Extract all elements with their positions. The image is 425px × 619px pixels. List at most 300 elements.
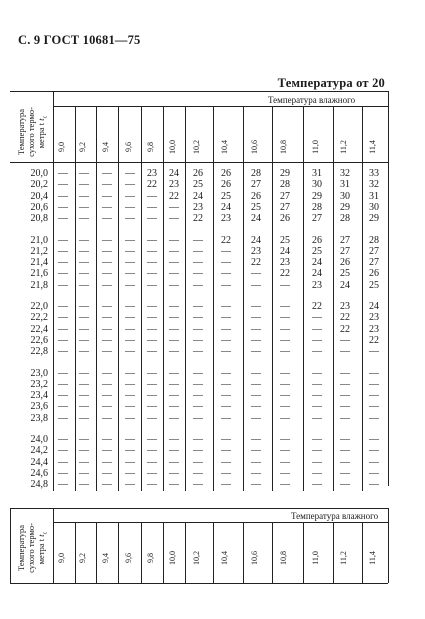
table-cell: 22 bbox=[251, 257, 261, 269]
row-temperature: 20,4 bbox=[30, 190, 48, 202]
table-cell: — bbox=[147, 279, 157, 291]
table-cell: — bbox=[102, 467, 112, 479]
table-cell: — bbox=[102, 401, 112, 413]
table-cell: 22 bbox=[193, 213, 203, 225]
table-cell: — bbox=[58, 179, 68, 191]
table-cell: — bbox=[221, 301, 231, 312]
table-cell: — bbox=[147, 323, 157, 335]
table-cell: 23 bbox=[221, 213, 231, 225]
table-cell: — bbox=[369, 367, 379, 379]
table-cell: — bbox=[193, 257, 203, 269]
table-cell: — bbox=[340, 445, 350, 457]
table-cell: — bbox=[193, 445, 203, 457]
table-cell: — bbox=[147, 467, 157, 479]
table-cell: — bbox=[79, 412, 89, 424]
row-temperature: 23,2 bbox=[30, 378, 48, 390]
table-cell: — bbox=[147, 268, 157, 280]
table-cell: — bbox=[221, 401, 231, 413]
table-cell: — bbox=[280, 279, 290, 291]
row-temperature: 20,2 bbox=[30, 179, 48, 191]
table-cell: — bbox=[340, 390, 350, 402]
table-cell: 23 bbox=[369, 323, 379, 335]
table-cell: — bbox=[251, 334, 261, 346]
table-cell: 28 bbox=[340, 213, 350, 225]
col-header: 10,2 bbox=[192, 140, 201, 154]
table-cell: — bbox=[102, 312, 112, 324]
col-header: 9,4 bbox=[101, 142, 110, 152]
table-cell: — bbox=[221, 378, 231, 390]
table-cell: — bbox=[79, 245, 89, 257]
row-temperature: 20,8 bbox=[30, 213, 48, 225]
table-cell: — bbox=[79, 401, 89, 413]
table-cell: — bbox=[58, 401, 68, 413]
table-cell: 25 bbox=[369, 279, 379, 291]
col-divider bbox=[388, 91, 389, 486]
table-cell: — bbox=[125, 346, 135, 358]
col-header: 9,8 bbox=[146, 142, 155, 152]
table-cell: — bbox=[193, 434, 203, 445]
table-cell: — bbox=[169, 279, 179, 291]
table-cell: — bbox=[79, 479, 89, 491]
row-header-bottom: Температура сухого термо- метра t $t_c$ bbox=[16, 523, 49, 573]
table-cell: — bbox=[58, 412, 68, 424]
table-cell: — bbox=[79, 434, 89, 445]
table-cell: — bbox=[251, 456, 261, 468]
table-cell: — bbox=[58, 213, 68, 225]
table-cell: — bbox=[58, 390, 68, 402]
table-cell: — bbox=[58, 323, 68, 335]
table-cell: — bbox=[193, 479, 203, 491]
table-cell: — bbox=[125, 312, 135, 324]
bottom-subheader-wet-temp: Температура влажного bbox=[291, 511, 379, 521]
table-cell: — bbox=[251, 467, 261, 479]
table-cell: — bbox=[102, 179, 112, 191]
table-cell: — bbox=[125, 279, 135, 291]
table-cell: — bbox=[58, 367, 68, 379]
table-cell: — bbox=[79, 257, 89, 269]
table-cell: — bbox=[193, 401, 203, 413]
table-cell: — bbox=[280, 323, 290, 335]
bottom-col-divider bbox=[362, 522, 363, 583]
table-cell: — bbox=[340, 378, 350, 390]
table-cell: — bbox=[169, 257, 179, 269]
header-bottom-rule bbox=[10, 162, 388, 163]
table-cell: — bbox=[102, 201, 112, 213]
col-divider bbox=[243, 106, 244, 491]
table-cell: — bbox=[251, 434, 261, 445]
table-cell: 28 bbox=[251, 168, 261, 179]
table-cell: — bbox=[280, 390, 290, 402]
table-cell: — bbox=[221, 367, 231, 379]
table-cell: — bbox=[193, 378, 203, 390]
table-cell: 27 bbox=[340, 234, 350, 246]
bottom-col-divider bbox=[53, 508, 54, 583]
table-cell: 23 bbox=[340, 301, 350, 312]
table-cell: — bbox=[193, 334, 203, 346]
table-cell: — bbox=[193, 268, 203, 280]
table-cell: 23 bbox=[193, 201, 203, 213]
bottom-col-divider bbox=[388, 508, 389, 583]
table-cell: 26 bbox=[312, 234, 322, 246]
table-cell: — bbox=[312, 323, 322, 335]
table-cell: — bbox=[221, 346, 231, 358]
table-cell: — bbox=[193, 323, 203, 335]
table-cell: — bbox=[147, 301, 157, 312]
col-divider bbox=[185, 106, 186, 491]
table-cell: — bbox=[251, 346, 261, 358]
table-cell: — bbox=[169, 346, 179, 358]
bottom-col-header: 10,4 bbox=[220, 551, 229, 565]
table-cell: — bbox=[369, 412, 379, 424]
table-cell: 23 bbox=[280, 257, 290, 269]
table-cell: — bbox=[169, 401, 179, 413]
table-cell: 32 bbox=[340, 168, 350, 179]
bottom-col-divider bbox=[75, 522, 76, 583]
table-cell: — bbox=[58, 201, 68, 213]
table-cell: — bbox=[251, 323, 261, 335]
table-cell: — bbox=[147, 378, 157, 390]
table-cell: — bbox=[102, 479, 112, 491]
bottom-col-header: 10,8 bbox=[279, 551, 288, 565]
bottom-col-divider bbox=[333, 522, 334, 583]
table-cell: — bbox=[169, 434, 179, 445]
table-cell: — bbox=[193, 312, 203, 324]
table-cell: — bbox=[369, 401, 379, 413]
table-cell: — bbox=[58, 479, 68, 491]
table-cell: 31 bbox=[340, 179, 350, 191]
table-cell: 31 bbox=[312, 168, 322, 179]
table-cell: — bbox=[102, 445, 112, 457]
table-cell: — bbox=[251, 378, 261, 390]
table-cell: 24 bbox=[312, 257, 322, 269]
table-cell: 27 bbox=[340, 245, 350, 257]
table-cell: — bbox=[125, 190, 135, 202]
table-cell: — bbox=[125, 467, 135, 479]
table-cell: — bbox=[102, 234, 112, 246]
col-header: 9,6 bbox=[124, 142, 133, 152]
table-cell: — bbox=[221, 412, 231, 424]
row-temperature: 24,4 bbox=[30, 456, 48, 468]
bottom-col-divider bbox=[96, 522, 97, 583]
table-cell: — bbox=[251, 279, 261, 291]
bottom-col-divider bbox=[303, 522, 304, 583]
table-cell: — bbox=[280, 467, 290, 479]
table-cell: — bbox=[312, 334, 322, 346]
bottom-col-header: 10,2 bbox=[192, 551, 201, 565]
table-cell: — bbox=[79, 346, 89, 358]
table-cell: — bbox=[312, 412, 322, 424]
table-cell: 32 bbox=[369, 179, 379, 191]
row-temperature: 22,2 bbox=[30, 312, 48, 324]
table-cell: — bbox=[79, 445, 89, 457]
table-cell: — bbox=[102, 390, 112, 402]
table-cell: — bbox=[312, 367, 322, 379]
table-cell: — bbox=[102, 378, 112, 390]
row-temperature: 23,8 bbox=[30, 412, 48, 424]
table-cell: 22 bbox=[340, 323, 350, 335]
table-cell: 29 bbox=[312, 190, 322, 202]
table-cell: 26 bbox=[221, 168, 231, 179]
table-cell: — bbox=[147, 234, 157, 246]
table-cell: — bbox=[169, 245, 179, 257]
table-cell: — bbox=[340, 434, 350, 445]
row-temperature: 23,0 bbox=[30, 367, 48, 379]
table-cell: — bbox=[79, 467, 89, 479]
bottom-left-border bbox=[10, 508, 11, 583]
row-temperature: 21,0 bbox=[30, 234, 48, 246]
table-cell: 30 bbox=[312, 179, 322, 191]
row-temperature: 24,8 bbox=[30, 479, 48, 491]
table-cell: 28 bbox=[369, 234, 379, 246]
col-header: 9,2 bbox=[78, 142, 87, 152]
table-cell: — bbox=[125, 378, 135, 390]
table-cell: 23 bbox=[147, 168, 157, 179]
row-temperature: 21,6 bbox=[30, 268, 48, 280]
table-cell: — bbox=[312, 445, 322, 457]
table-cell: — bbox=[169, 367, 179, 379]
table-cell: — bbox=[102, 245, 112, 257]
table-cell: — bbox=[147, 312, 157, 324]
table-cell: 24 bbox=[251, 213, 261, 225]
bottom-col-divider bbox=[272, 522, 273, 583]
table-cell: — bbox=[221, 268, 231, 280]
table-cell: 30 bbox=[369, 201, 379, 213]
table-cell: — bbox=[147, 334, 157, 346]
table-cell: — bbox=[221, 456, 231, 468]
table-cell: — bbox=[221, 334, 231, 346]
table-cell: 24 bbox=[193, 190, 203, 202]
table-cell: — bbox=[79, 268, 89, 280]
table-cell: — bbox=[221, 479, 231, 491]
table-cell: — bbox=[125, 323, 135, 335]
table-cell: 22 bbox=[369, 334, 379, 346]
page-header: С. 9 ГОСТ 10681—75 bbox=[18, 33, 141, 47]
table-cell: — bbox=[125, 390, 135, 402]
table-cell: — bbox=[58, 268, 68, 280]
col-header: 9,0 bbox=[57, 142, 66, 152]
table-cell: — bbox=[280, 334, 290, 346]
table-cell: 27 bbox=[369, 257, 379, 269]
table-cell: — bbox=[79, 390, 89, 402]
table-cell: — bbox=[169, 467, 179, 479]
table-cell: — bbox=[58, 234, 68, 246]
table-cell: 27 bbox=[369, 245, 379, 257]
table-cell: 25 bbox=[340, 268, 350, 280]
row-temperature: 20,6 bbox=[30, 201, 48, 213]
row-temperature: 24,6 bbox=[30, 467, 48, 479]
table-cell: — bbox=[79, 301, 89, 312]
table-cell: 25 bbox=[221, 190, 231, 202]
table-cell: — bbox=[251, 412, 261, 424]
table-cell: — bbox=[169, 234, 179, 246]
table-cell: — bbox=[312, 434, 322, 445]
table-cell: — bbox=[125, 401, 135, 413]
table-cell: — bbox=[102, 434, 112, 445]
table-cell: — bbox=[280, 401, 290, 413]
bottom-col-divider bbox=[118, 522, 119, 583]
table-cell: — bbox=[79, 234, 89, 246]
table-cell: — bbox=[147, 445, 157, 457]
table-cell: — bbox=[58, 168, 68, 179]
table-cell: — bbox=[169, 456, 179, 468]
table-cell: — bbox=[102, 301, 112, 312]
table-cell: — bbox=[125, 434, 135, 445]
table-cell: — bbox=[147, 456, 157, 468]
table-cell: — bbox=[147, 434, 157, 445]
table-cell: — bbox=[312, 346, 322, 358]
table-cell: — bbox=[221, 312, 231, 324]
table-cell: — bbox=[147, 213, 157, 225]
table-cell: — bbox=[58, 190, 68, 202]
table-cell: — bbox=[312, 467, 322, 479]
bottom-col-header: 11,2 bbox=[339, 551, 348, 565]
table-cell: 25 bbox=[251, 201, 261, 213]
table-cell: — bbox=[147, 367, 157, 379]
table-cell: — bbox=[193, 367, 203, 379]
table-cell: — bbox=[58, 334, 68, 346]
table-cell: — bbox=[102, 323, 112, 335]
table-cell: — bbox=[147, 479, 157, 491]
row-temperature: 22,0 bbox=[30, 301, 48, 312]
bottom-col-header: 11,0 bbox=[311, 551, 320, 565]
table-cell: — bbox=[251, 268, 261, 280]
table-cell: — bbox=[169, 334, 179, 346]
table-cell: — bbox=[251, 390, 261, 402]
table-cell: — bbox=[312, 390, 322, 402]
table-cell: — bbox=[340, 334, 350, 346]
table-cell: — bbox=[169, 378, 179, 390]
bottom-col-header: 9,4 bbox=[101, 553, 110, 563]
row-temperature: 23,4 bbox=[30, 390, 48, 402]
table-cell: 31 bbox=[369, 190, 379, 202]
table-cell: — bbox=[369, 445, 379, 457]
bottom-col-header: 9,6 bbox=[124, 553, 133, 563]
table-cell: 24 bbox=[169, 168, 179, 179]
table-cell: — bbox=[125, 301, 135, 312]
table-cell: — bbox=[169, 479, 179, 491]
col-divider bbox=[213, 106, 214, 491]
table-cell: 30 bbox=[340, 190, 350, 202]
table-cell: — bbox=[147, 257, 157, 269]
table-cell: — bbox=[125, 334, 135, 346]
table-cell: — bbox=[169, 213, 179, 225]
table-cell: — bbox=[102, 279, 112, 291]
table-cell: 29 bbox=[369, 213, 379, 225]
table-cell: — bbox=[169, 201, 179, 213]
table-cell: 24 bbox=[251, 234, 261, 246]
table-cell: — bbox=[280, 456, 290, 468]
col-header: 10,6 bbox=[250, 140, 259, 154]
table-cell: — bbox=[340, 456, 350, 468]
table-cell: — bbox=[79, 367, 89, 379]
table-cell: — bbox=[125, 445, 135, 457]
table-cell: — bbox=[312, 479, 322, 491]
table-cell: — bbox=[125, 268, 135, 280]
table-cell: 27 bbox=[280, 190, 290, 202]
table-cell: — bbox=[58, 346, 68, 358]
table-cell: 23 bbox=[369, 312, 379, 324]
table-cell: 22 bbox=[221, 234, 231, 246]
table-cell: 26 bbox=[340, 257, 350, 269]
table-cell: — bbox=[102, 334, 112, 346]
table-cell: — bbox=[147, 245, 157, 257]
table-cell: — bbox=[58, 467, 68, 479]
table-cell: — bbox=[79, 334, 89, 346]
table-cell: 23 bbox=[251, 245, 261, 257]
table-cell: — bbox=[221, 445, 231, 457]
table-cell: 26 bbox=[369, 268, 379, 280]
table-cell: — bbox=[221, 390, 231, 402]
table-cell: — bbox=[169, 412, 179, 424]
table-cell: 29 bbox=[280, 168, 290, 179]
table-cell: — bbox=[102, 190, 112, 202]
table-cell: — bbox=[147, 346, 157, 358]
table-cell: 22 bbox=[147, 179, 157, 191]
bottom-col-divider bbox=[141, 522, 142, 583]
table-cell: — bbox=[169, 445, 179, 457]
table-cell: — bbox=[312, 401, 322, 413]
table-cell: 23 bbox=[312, 279, 322, 291]
table-cell: — bbox=[221, 257, 231, 269]
col-header: 11,2 bbox=[339, 140, 348, 154]
row-temperature: 20,0 bbox=[30, 168, 48, 179]
col-header: 10,8 bbox=[279, 140, 288, 154]
table-cell: — bbox=[169, 301, 179, 312]
table-cell: — bbox=[58, 257, 68, 269]
table-cell: — bbox=[79, 323, 89, 335]
table-cell: — bbox=[193, 467, 203, 479]
col-header: 11,4 bbox=[368, 140, 377, 154]
table-cell: — bbox=[312, 456, 322, 468]
table-cell: — bbox=[251, 312, 261, 324]
table-cell: — bbox=[193, 390, 203, 402]
table-cell: — bbox=[147, 201, 157, 213]
table-cell: 26 bbox=[221, 179, 231, 191]
table-cell: — bbox=[79, 378, 89, 390]
table-cell: 26 bbox=[193, 168, 203, 179]
table-cell: — bbox=[125, 257, 135, 269]
table-cell: 24 bbox=[221, 201, 231, 213]
table-cell: — bbox=[125, 456, 135, 468]
table-cell: — bbox=[58, 312, 68, 324]
table-cell: — bbox=[169, 390, 179, 402]
row-temperature: 21,4 bbox=[30, 257, 48, 269]
bottom-col-divider bbox=[243, 522, 244, 583]
table-cell: — bbox=[312, 312, 322, 324]
table-cell: — bbox=[340, 401, 350, 413]
table-cell: 27 bbox=[251, 179, 261, 191]
bottom-col-header: 10,0 bbox=[168, 551, 177, 565]
bottom-col-divider bbox=[213, 522, 214, 583]
table-cell: 25 bbox=[280, 234, 290, 246]
table-cell: — bbox=[125, 234, 135, 246]
table-cell: — bbox=[193, 412, 203, 424]
table-cell: — bbox=[125, 479, 135, 491]
table-cell: 33 bbox=[369, 168, 379, 179]
table-cell: — bbox=[221, 323, 231, 335]
table-cell: 25 bbox=[193, 179, 203, 191]
table-cell: — bbox=[369, 456, 379, 468]
table-cell: — bbox=[193, 456, 203, 468]
table-cell: — bbox=[125, 168, 135, 179]
row-temperature: 22,4 bbox=[30, 323, 48, 335]
bottom-col-header: 9,2 bbox=[78, 553, 87, 563]
table-cell: — bbox=[102, 268, 112, 280]
table-cell: — bbox=[280, 479, 290, 491]
row-temperature: 24,2 bbox=[30, 445, 48, 457]
bottom-subheader-rule bbox=[53, 522, 388, 523]
table-cell: — bbox=[369, 467, 379, 479]
